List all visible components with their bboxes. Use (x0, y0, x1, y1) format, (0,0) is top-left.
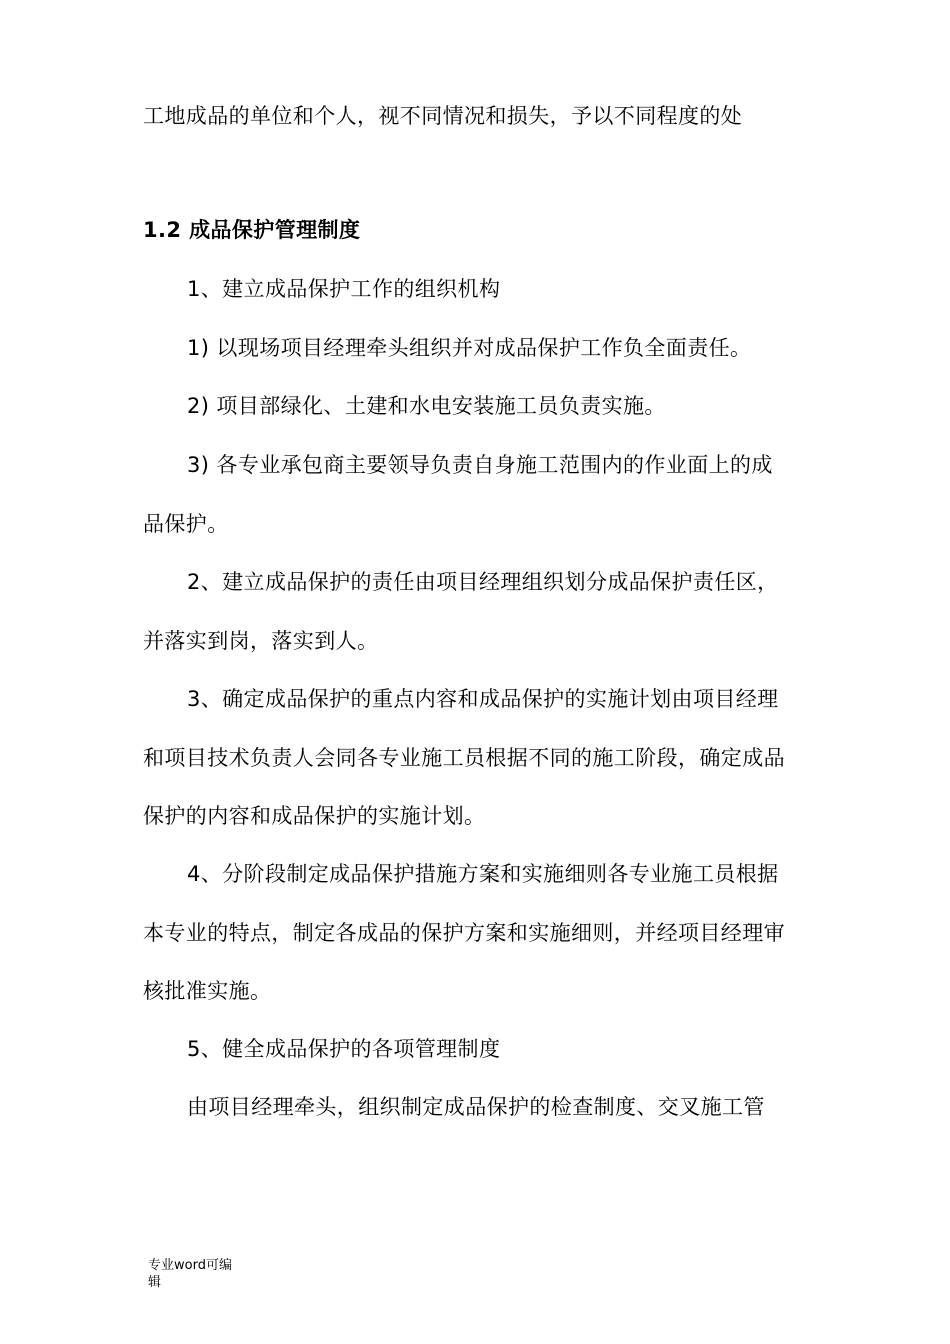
paragraph-line: 由项目经理牵头，组织制定成品保护的检查制度、交叉施工管 (187, 1095, 765, 1119)
footer-note-line2: 辑 (148, 1275, 162, 1290)
paragraph-line: 工地成品的单位和个人，视不同情况和损失，予以不同程度的处 (143, 104, 743, 128)
paragraph-line: 核批准实施。 (143, 979, 272, 1003)
paragraph-line: 并落实到岗，落实到人。 (143, 629, 379, 653)
list-item-heading: 1、建立成品保护工作的组织机构 (187, 277, 501, 301)
list-item-heading: 4、分阶段制定成品保护措施方案和实施细则各专业施工员根据 (187, 862, 779, 886)
sub-list-item: 2) 项目部绿化、土建和水电安装施工员负责实施。 (187, 394, 666, 418)
list-item-heading: 3、确定成品保护的重点内容和成品保护的实施计划由项目经理 (187, 687, 779, 711)
list-item-heading: 5、健全成品保护的各项管理制度 (187, 1037, 501, 1061)
paragraph-line: 品保护。 (143, 512, 229, 536)
paragraph-line: 本专业的特点，制定各成品的保护方案和实施细则，并经项目经理审 (143, 921, 785, 945)
sub-list-item: 1) 以现场项目经理牵头组织并对成品保护工作负全面责任。 (187, 336, 752, 360)
paragraph-line: 和项目技术负责人会同各专业施工员根据不同的施工阶段，确定成品 (143, 746, 785, 770)
sub-list-item: 3) 各专业承包商主要领导负责自身施工范围内的作业面上的成 (187, 453, 773, 477)
list-item-heading: 2、建立成品保护的责任由项目经理组织划分成品保护责任区， (187, 570, 779, 594)
paragraph-line: 保护的内容和成品保护的实施计划。 (143, 804, 486, 828)
footer-note-line1: 专业word可编 (148, 1258, 232, 1273)
section-heading: 1.2 成品保护管理制度 (143, 218, 361, 242)
